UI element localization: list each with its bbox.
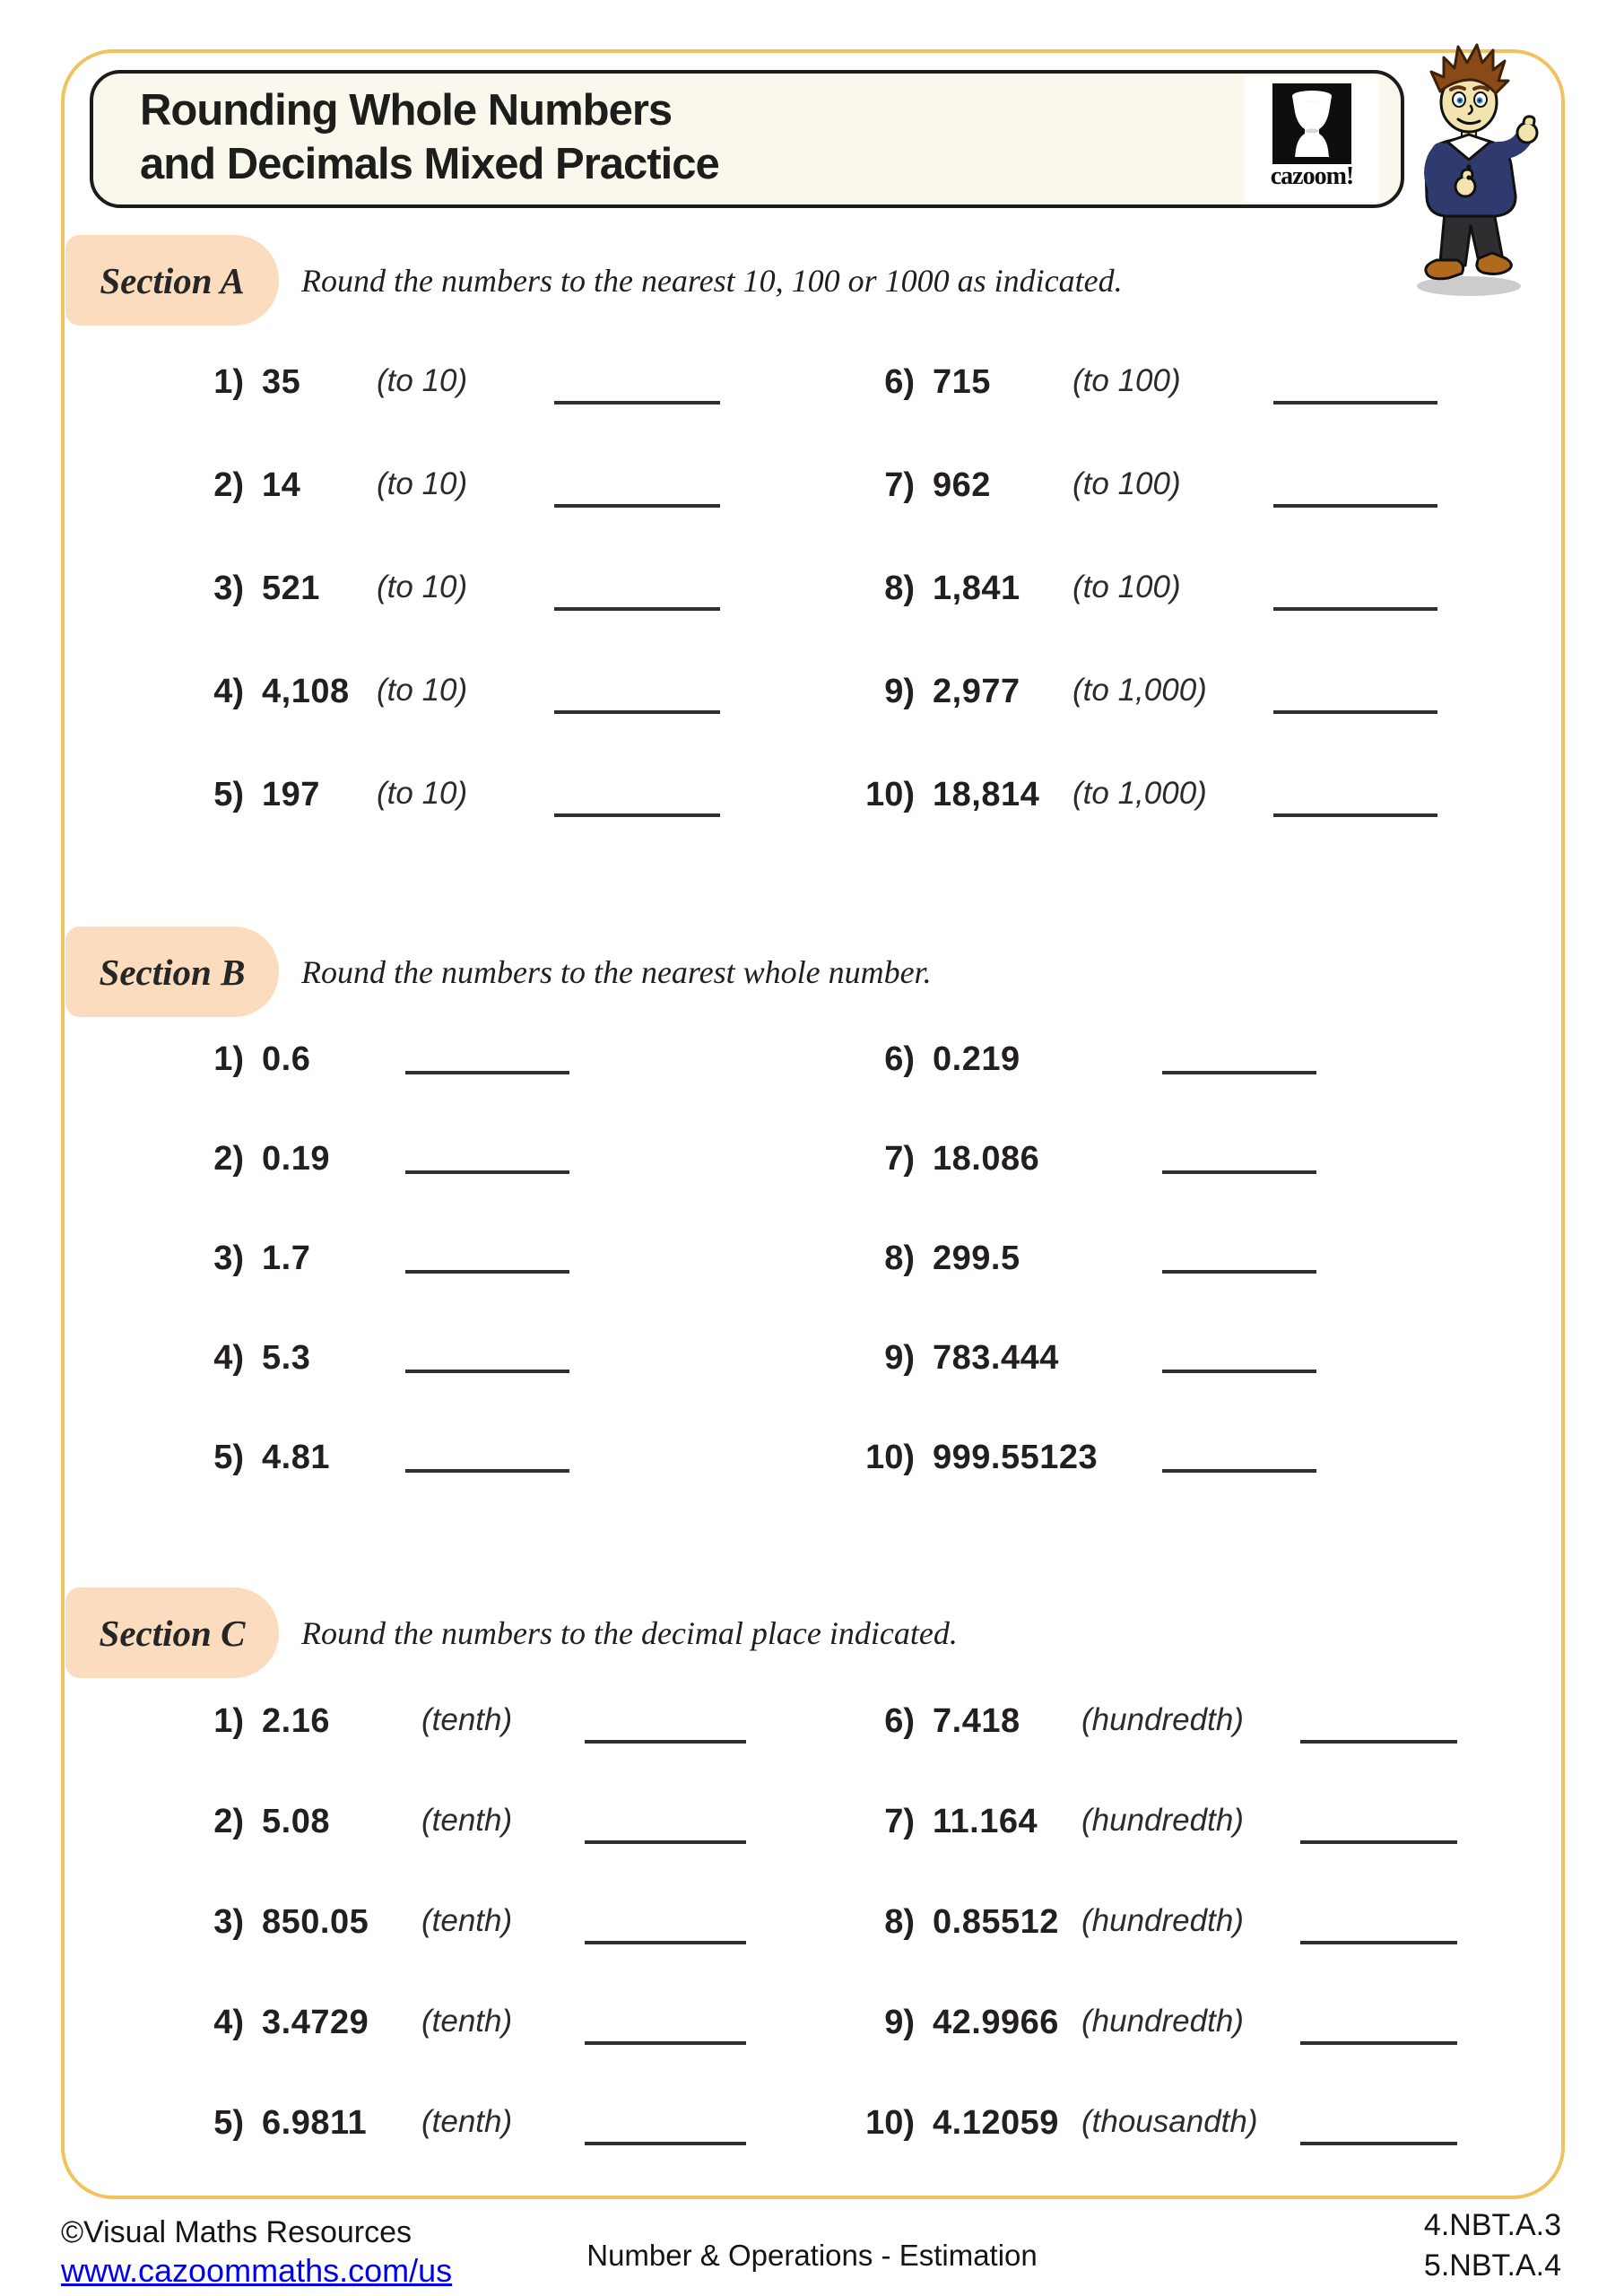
item-number: 1) [213, 363, 244, 401]
item-rounding-note: (to 1,000) [1073, 673, 1207, 708]
footer-copyright: ©Visual Maths Resources [61, 2215, 413, 2249]
item-number: 5) [213, 776, 244, 813]
item-value: 850.05 [262, 1903, 369, 1941]
worksheet-item [0, 1439, 1624, 1510]
item-value: 299.5 [933, 1239, 1020, 1277]
item-number: 1) [213, 1040, 244, 1078]
item-rounding-note: (tenth) [421, 1903, 513, 1938]
item-rounding-note: (to 100) [1073, 466, 1181, 501]
answer-blank[interactable] [1162, 1270, 1316, 1274]
item-number: 3) [213, 1239, 244, 1277]
item-value: 42.9966 [933, 2004, 1059, 2041]
item-value: 4.12059 [933, 2104, 1059, 2142]
item-number: 1) [213, 1702, 244, 1740]
section-a-label: Section A [100, 259, 245, 301]
worksheet-item [0, 1803, 1624, 1874]
item-value: 197 [262, 776, 320, 813]
item-value: 2,977 [933, 673, 1020, 710]
item-value: 783.444 [933, 1339, 1059, 1377]
answer-blank[interactable] [1273, 710, 1437, 714]
page-title-line1: Rounding Whole Numbers [140, 86, 673, 135]
answer-blank[interactable] [1162, 1071, 1316, 1074]
item-rounding-note: (to 10) [377, 776, 468, 811]
answer-blank[interactable] [1273, 504, 1437, 508]
item-number: 2) [213, 466, 244, 504]
item-value: 1.7 [262, 1239, 311, 1277]
item-number: 3) [213, 570, 244, 607]
item-number: 10) [865, 2104, 915, 2142]
section-b-label: Section B [99, 951, 246, 993]
item-rounding-note: (hundredth) [1081, 2004, 1244, 2039]
item-value: 0.85512 [933, 1903, 1059, 1941]
item-rounding-note: (hundredth) [1081, 1803, 1244, 1838]
answer-blank[interactable] [1273, 813, 1437, 817]
worksheet-item [0, 1903, 1624, 1975]
item-number: 5) [213, 2104, 244, 2142]
worksheet-item [0, 2004, 1624, 2075]
footer-website-link[interactable]: www.cazoommaths.com/us [61, 2252, 453, 2289]
item-number: 8) [884, 570, 915, 607]
item-rounding-note: (hundredth) [1081, 1702, 1244, 1737]
logo-wordmark: cazoom! [1270, 162, 1354, 190]
section-b-tab [65, 926, 279, 1017]
item-number: 4) [213, 2004, 244, 2041]
item-number: 7) [884, 1140, 915, 1178]
section-c-items [0, 1702, 1624, 2263]
item-value: 2.16 [262, 1702, 330, 1740]
answer-blank[interactable] [1273, 401, 1437, 404]
worksheet-item [0, 673, 1624, 744]
item-number: 4) [213, 1339, 244, 1377]
section-b-items [0, 1040, 1624, 1596]
item-rounding-note: (to 100) [1073, 570, 1181, 604]
item-value: 4.81 [262, 1439, 330, 1476]
item-value: 521 [262, 570, 320, 607]
item-value: 715 [933, 363, 991, 401]
item-number: 9) [884, 2004, 915, 2041]
section-a-tab [65, 235, 279, 326]
item-number: 8) [884, 1903, 915, 1941]
page-title-line2: and Decimals Mixed Practice [140, 140, 719, 188]
item-rounding-note: (tenth) [421, 2004, 513, 2039]
footer-topic: Number & Operations - Estimation [586, 2239, 1038, 2272]
item-value: 999.55123 [933, 1439, 1099, 1476]
item-number: 3) [213, 1903, 244, 1941]
worksheet-item [0, 1339, 1624, 1411]
answer-blank[interactable] [1273, 607, 1437, 611]
item-value: 962 [933, 466, 991, 504]
worksheet-item [0, 363, 1624, 435]
item-value: 5.3 [262, 1339, 311, 1377]
item-number: 4) [213, 673, 244, 710]
item-value: 0.219 [933, 1040, 1020, 1078]
item-rounding-note: (hundredth) [1081, 1903, 1244, 1938]
item-rounding-note: (to 10) [377, 363, 468, 398]
item-number: 8) [884, 1239, 915, 1277]
item-number: 2) [213, 1803, 244, 1840]
item-rounding-note: (tenth) [421, 2104, 513, 2139]
cazoom-logo [1245, 76, 1379, 202]
item-rounding-note: (to 10) [377, 673, 468, 708]
answer-blank[interactable] [1162, 1170, 1316, 1174]
item-rounding-note: (to 1,000) [1073, 776, 1207, 811]
answer-blank[interactable] [1162, 1370, 1316, 1373]
worksheet-item [0, 1239, 1624, 1311]
item-value: 0.6 [262, 1040, 311, 1078]
item-rounding-note: (tenth) [421, 1702, 513, 1737]
footer-standard-code-1: 4.NBT.A.3 [1423, 2208, 1561, 2242]
answer-blank[interactable] [1162, 1469, 1316, 1473]
item-value: 0.19 [262, 1140, 330, 1178]
worksheet-item [0, 776, 1624, 848]
section-c-tab [65, 1587, 279, 1678]
answer-blank[interactable] [1300, 2041, 1457, 2045]
worksheet-item [0, 2104, 1624, 2176]
footer-standard-code-2: 5.NBT.A.4 [1423, 2248, 1561, 2283]
item-rounding-note: (to 100) [1073, 363, 1181, 398]
item-value: 1,841 [933, 570, 1020, 607]
mascot-boy-thumbs-up-icon [1388, 34, 1548, 303]
item-value: 11.164 [933, 1803, 1038, 1840]
item-value: 4,108 [262, 673, 350, 710]
answer-blank[interactable] [1300, 2142, 1457, 2145]
item-value: 5.08 [262, 1803, 330, 1840]
worksheet-item [0, 570, 1624, 641]
item-number: 7) [884, 466, 915, 504]
page-title [140, 83, 719, 191]
answer-blank[interactable] [1300, 1740, 1457, 1744]
item-rounding-note: (tenth) [421, 1803, 513, 1838]
item-value: 6.9811 [262, 2104, 368, 2142]
answer-blank[interactable] [1300, 1840, 1457, 1844]
item-number: 6) [884, 363, 915, 401]
djembe-drum-icon [1272, 83, 1351, 164]
item-number: 10) [865, 776, 915, 813]
item-number: 6) [884, 1040, 915, 1078]
section-a-instruction: Round the numbers to the nearest 10, 100 or 1000 as indicated. [301, 263, 1123, 299]
item-value: 18,814 [933, 776, 1040, 813]
title-box [90, 70, 1404, 208]
item-value: 14 [262, 466, 301, 504]
item-rounding-note: (to 10) [377, 466, 468, 501]
item-rounding-note: (to 10) [377, 570, 468, 604]
item-number: 9) [884, 673, 915, 710]
worksheet-item [0, 466, 1624, 538]
item-rounding-note: (thousandth) [1081, 2104, 1258, 2139]
section-c-instruction: Round the numbers to the decimal place indicated. [301, 1615, 958, 1651]
worksheet-item [0, 1040, 1624, 1112]
section-a-items [0, 363, 1624, 937]
item-value: 3.4729 [262, 2004, 369, 2041]
section-b-instruction: Round the numbers to the nearest whole number. [301, 954, 932, 990]
item-number: 6) [884, 1702, 915, 1740]
item-number: 10) [865, 1439, 915, 1476]
section-c-label: Section C [99, 1612, 246, 1654]
worksheet-item [0, 1140, 1624, 1212]
item-value: 35 [262, 363, 301, 401]
item-number: 7) [884, 1803, 915, 1840]
item-number: 5) [213, 1439, 244, 1476]
item-value: 18.086 [933, 1140, 1040, 1178]
answer-blank[interactable] [1300, 1941, 1457, 1944]
worksheet-item [0, 1702, 1624, 1774]
item-number: 2) [213, 1140, 244, 1178]
item-number: 9) [884, 1339, 915, 1377]
item-value: 7.418 [933, 1702, 1020, 1740]
